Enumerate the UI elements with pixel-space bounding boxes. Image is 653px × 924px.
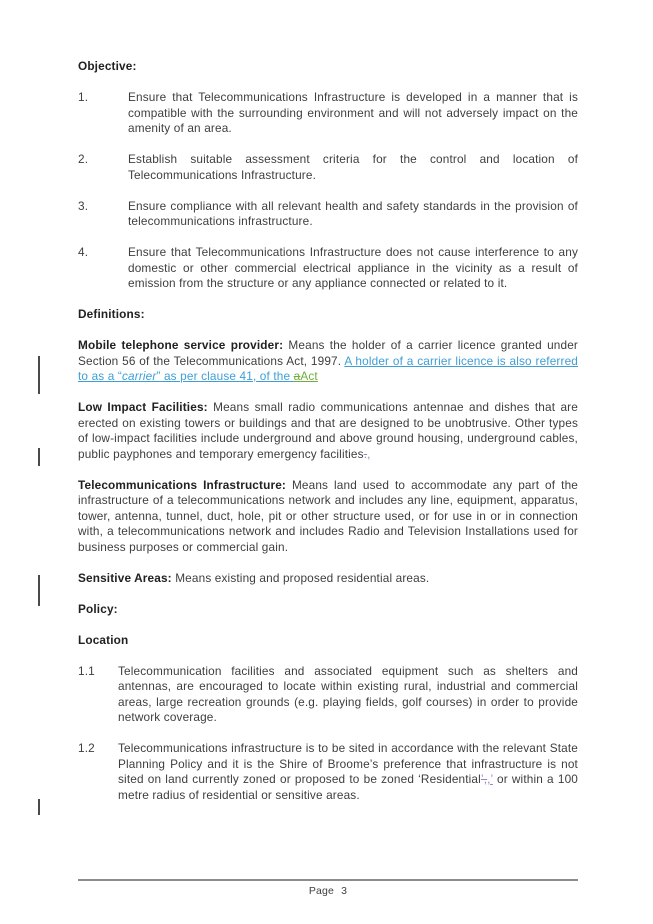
tracked-deletion-purple: .: [363, 446, 368, 461]
policy-heading: Policy:: [78, 601, 118, 616]
objective-item-2: [78, 152, 578, 183]
definition-low-impact: [78, 400, 578, 462]
objective-item-3: [78, 199, 578, 230]
italic-carrier: carrier: [121, 369, 157, 383]
list-number: 1.1: [78, 663, 95, 678]
policy-item-1-2: [78, 741, 578, 803]
change-bar: [38, 575, 40, 606]
change-bar: [38, 356, 40, 394]
definition-telecom-infrastructure: [78, 478, 578, 556]
list-text: Ensure compliance with all relevant health and safety standards in the provision of telecommunications infrastructure.: [128, 198, 578, 228]
location-heading: Location: [78, 632, 129, 647]
definition-term: Sensitive Areas:: [78, 570, 172, 585]
list-number: 4.: [78, 245, 89, 259]
definitions-heading: Definitions:: [78, 307, 145, 321]
definition-body: Means existing and proposed residential areas.: [175, 570, 430, 585]
definition-term: Low Impact Facilities:: [78, 400, 208, 414]
tracked-deletion-purple: ’,: [480, 772, 488, 786]
list-number: 3.: [78, 198, 89, 213]
tracked-insertion-purple: ,’: [487, 772, 493, 786]
definition-term: Telecommunications Infrastructure:: [78, 477, 286, 492]
list-number: 2.: [78, 152, 89, 166]
tracked-insertion-blue: A holder of a carrier licence is also referred to as a “carrier” as per clause 41, of the: [78, 353, 579, 383]
objective-item-1: [78, 90, 578, 137]
footer-divider: [78, 879, 578, 881]
list-number: 1.: [78, 90, 89, 104]
document-body: [78, 59, 578, 819]
list-text: Ensure that Telecommunications Infrastructure does not cause interference to any domestic or other commercial electrical appliance in the vicinity as a result of emission from the structure or any appliance connected or related to it.: [128, 245, 578, 290]
definition-mobile-provider: [78, 338, 578, 385]
item-text-after: or within a 100 metre radius of residential or sensitive areas.: [118, 772, 578, 802]
page-number: Page 3: [308, 885, 348, 897]
list-text: Telecommunication facilities and associated equipment such as shelters and antennas, are encouraged to locate within existing rural, industrial and commercial areas, large recreation grounds (e.g. playing fields, golf courses) in order to provide network coverage.: [118, 663, 578, 724]
tracked-deletion-green: a: [293, 369, 301, 383]
definition-body: Means small radio communications antennae and dishes that are erected on existing towers or buildings and that are designed to be unobtrusive. Other types of low-impact facilities include underground and above ground housing, underground cables, public payphones and temporary emergency facilities: [78, 400, 578, 461]
tracked-insertion-green: Act: [300, 369, 318, 383]
definition-body: Means land used to accommodate any part of the infrastructure of a telecommunications network and includes any line, equipment, apparatus, tower, antenna, tunnel, duct, hole, pit or other structure used, or for use in or in connection with, a telecommunications network and includes Radio and Television Installations used for business purposes or commercial gain.: [78, 477, 578, 554]
tracked-insertion-purple: ,: [367, 446, 371, 461]
list-number: 1.2: [78, 741, 95, 755]
list-text: [118, 741, 578, 803]
list-text: Ensure that Telecommunications Infrastructure is developed in a manner that is compatible with the surrounding environment and will not adversely impact on the amenity of an area.: [128, 90, 578, 135]
definition-body: Means the holder of a carrier licence granted under Section 56 of the Telecommunications Act, 1997.: [78, 338, 578, 368]
objective-item-4: [78, 245, 578, 292]
policy-item-1-1: [78, 664, 578, 726]
change-bar: [38, 799, 40, 815]
definition-term: Mobile telephone service provider:: [78, 338, 284, 352]
change-bar: [38, 448, 40, 466]
definition-sensitive-areas: [78, 571, 578, 587]
objective-heading: Objective:: [78, 59, 137, 73]
list-text: Establish suitable assessment criteria for the control and location of Telecommunications Infrastructure.: [128, 152, 578, 182]
item-text-before: Telecommunications infrastructure is to be sited in accordance with the relevant State Planning Policy and it is the Shire of Broome’s preference that infrastructure is not sited on land currently zoned or proposed to be zoned ‘Residential: [118, 741, 578, 786]
